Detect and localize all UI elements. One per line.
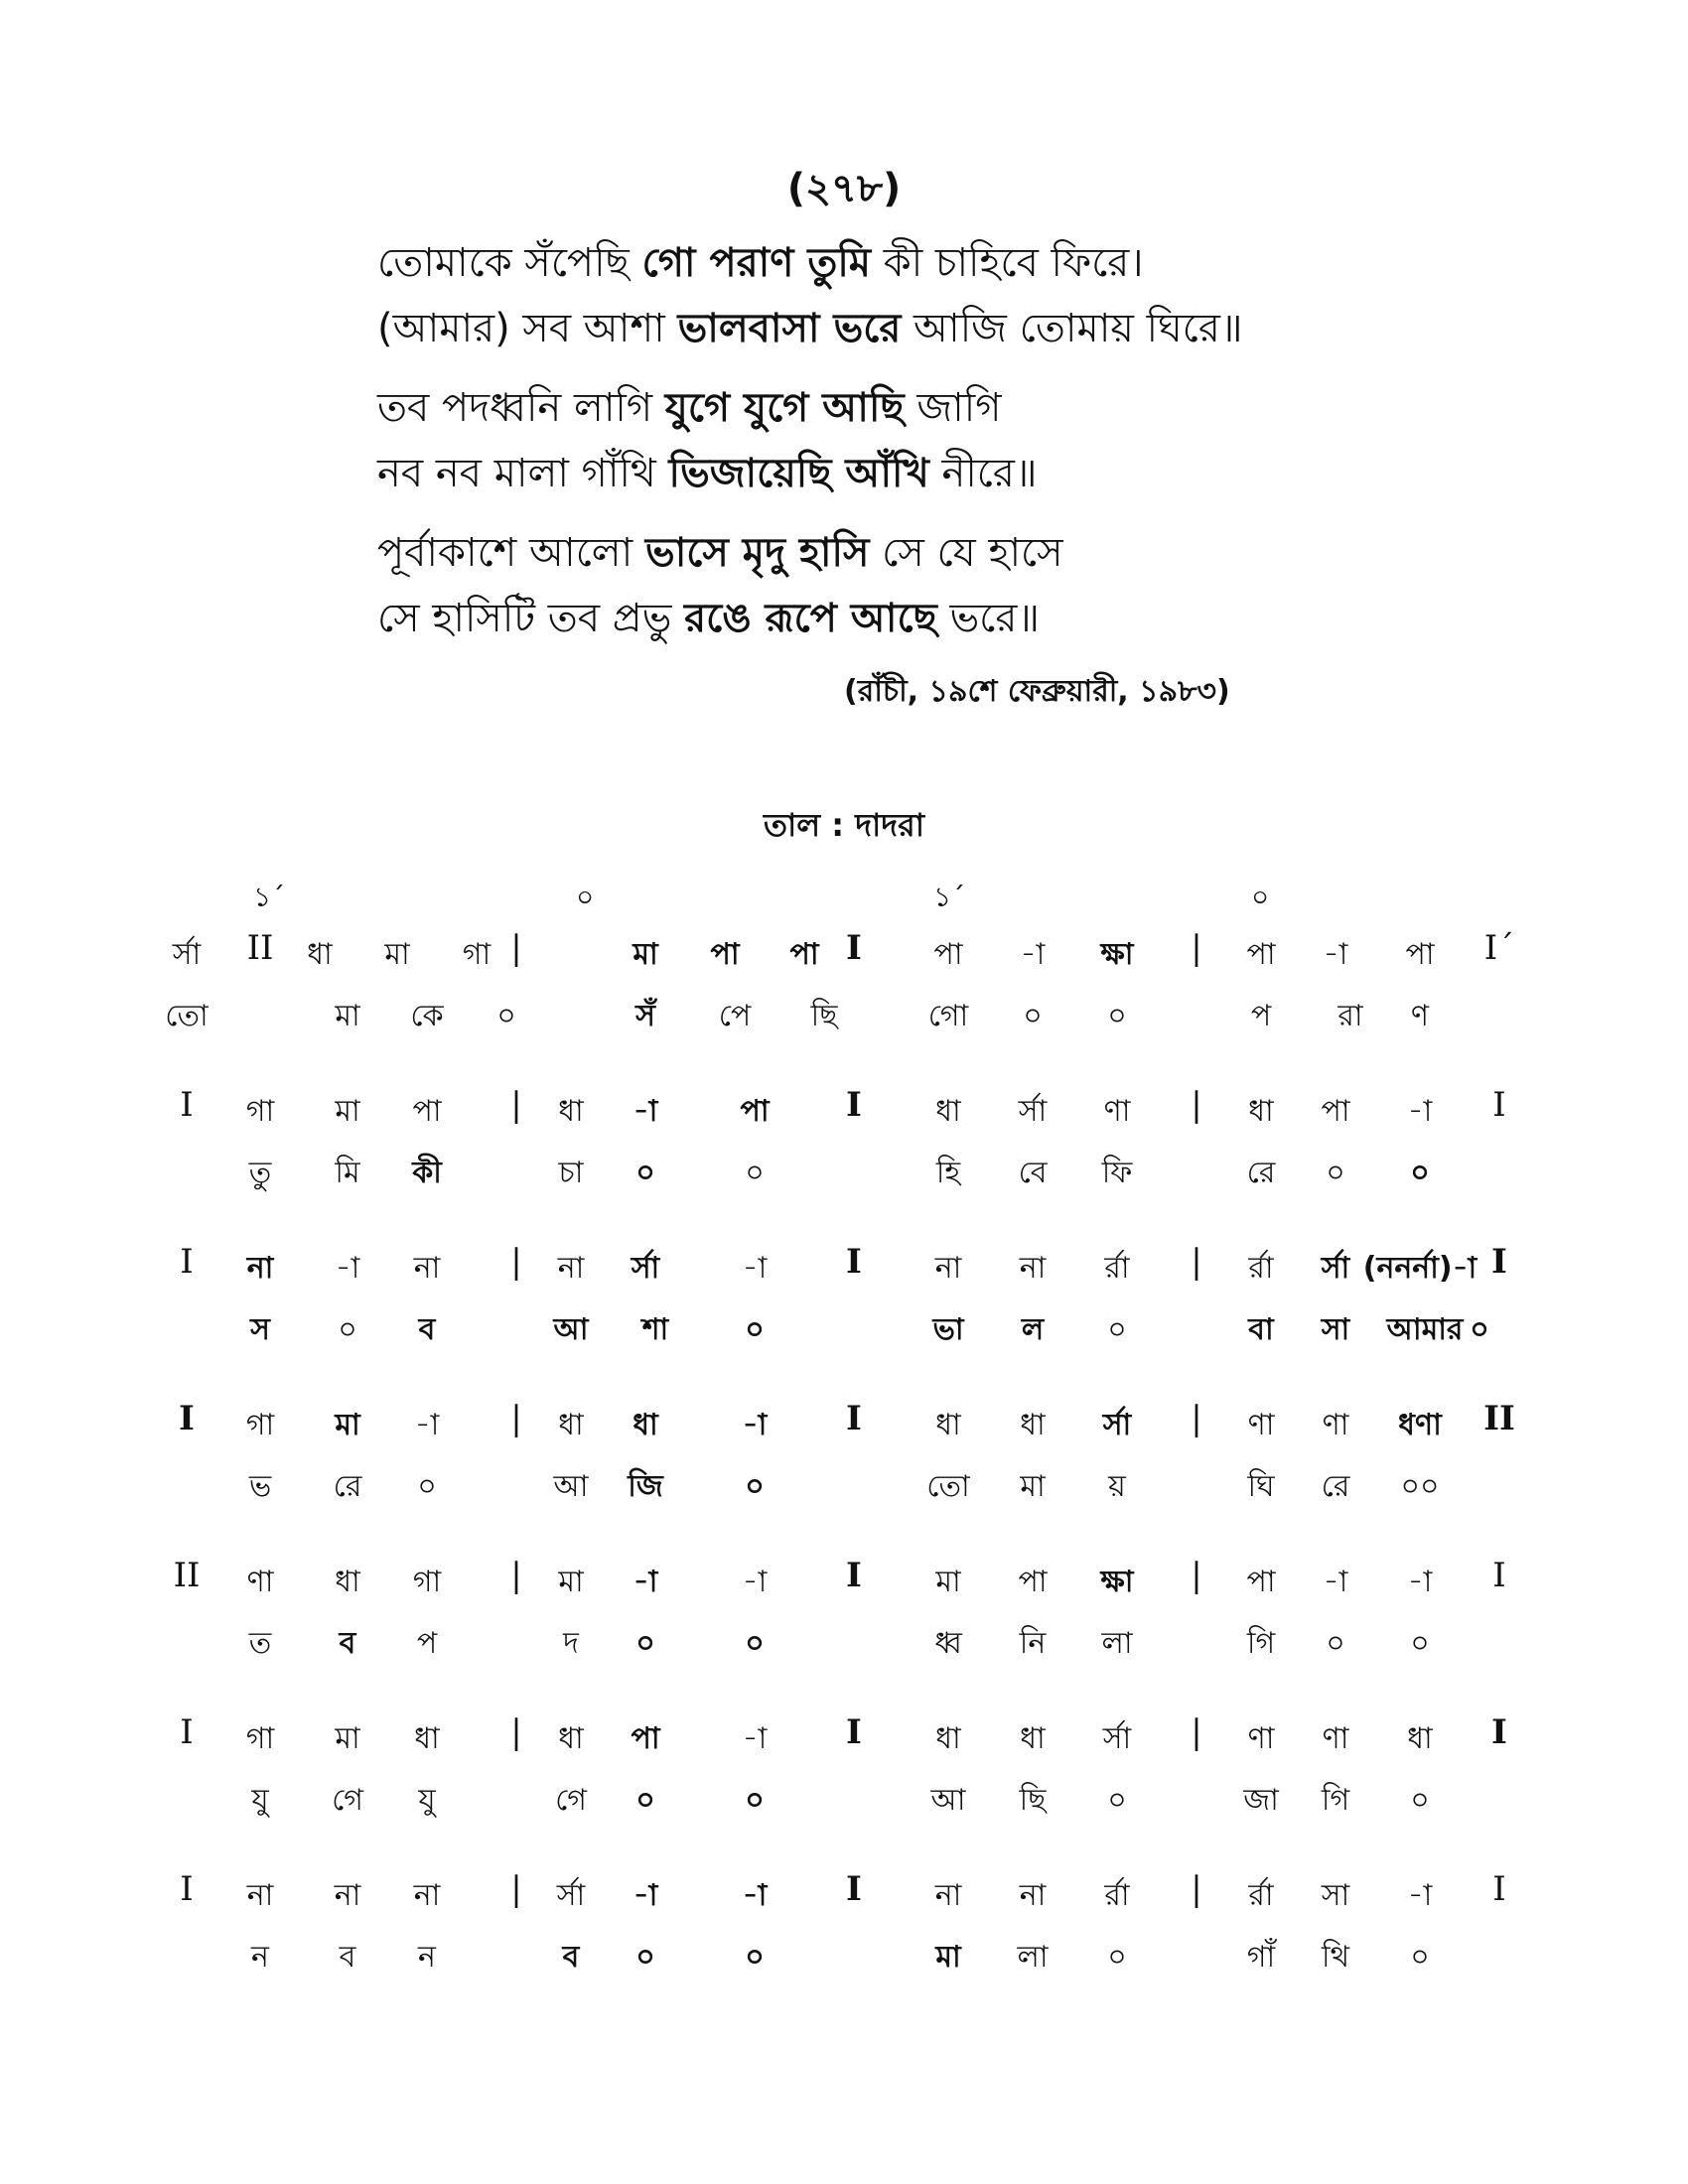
bar-line: I bbox=[180, 1242, 194, 1282]
bar-line: | bbox=[1191, 1399, 1202, 1438]
notation-row bbox=[0, 1242, 1688, 1399]
bar-line: I bbox=[846, 1399, 862, 1438]
swara-note: গা bbox=[462, 937, 492, 972]
page-number: (২৭৮) bbox=[786, 166, 902, 211]
swara-note: ক্ষা bbox=[1100, 937, 1134, 972]
swara-note: মা bbox=[558, 1565, 584, 1599]
swara-note: না bbox=[1019, 1878, 1047, 1913]
lyric-syllable: মা bbox=[1020, 1469, 1046, 1504]
swara-note: পা bbox=[412, 1094, 442, 1129]
swara-note: ধা bbox=[558, 1721, 584, 1756]
swara-note: না bbox=[246, 1878, 274, 1913]
lyric-syllable: ০ bbox=[745, 1156, 765, 1190]
swara-note: -া bbox=[1323, 1565, 1348, 1599]
lyric-syllable: ণ bbox=[1410, 999, 1430, 1033]
notation-row bbox=[0, 1085, 1688, 1242]
lyric-syllable: ০ bbox=[745, 1626, 765, 1661]
swara-note: ণা bbox=[1322, 1408, 1349, 1442]
lyric-segment: ভালবাসা ভরে bbox=[677, 306, 902, 351]
lyric-syllable: গি bbox=[1321, 1783, 1350, 1818]
notation-row bbox=[0, 1556, 1688, 1712]
lyric-syllable: মা bbox=[935, 1940, 961, 1975]
bar-line: | bbox=[1191, 928, 1202, 968]
lyric-syllable: ০ bbox=[1107, 1783, 1127, 1818]
swara-note: ক্ষা bbox=[1100, 1565, 1134, 1599]
lyric-syllable: শা bbox=[641, 1312, 669, 1347]
lyric-syllable: লা bbox=[1017, 1940, 1049, 1975]
lyric-line bbox=[377, 520, 1370, 586]
lyric-syllable: জা bbox=[1243, 1783, 1279, 1818]
bar-line: | bbox=[510, 1085, 522, 1125]
lyric-syllable: রে bbox=[1246, 1156, 1276, 1190]
lyric-syllable: ব bbox=[339, 1626, 356, 1661]
swara-note: না bbox=[934, 1251, 962, 1286]
lyric-syllable: প bbox=[1250, 999, 1272, 1033]
bar-line: I bbox=[846, 1242, 862, 1282]
bar-line: | bbox=[1191, 1085, 1202, 1125]
lyric-syllable: ০ bbox=[1410, 1783, 1430, 1818]
swara-note: -া bbox=[742, 1878, 768, 1913]
lyric-syllable: ০ bbox=[338, 1312, 357, 1347]
swara-note: মা bbox=[633, 937, 658, 972]
lyric-line bbox=[377, 441, 1370, 506]
swara-note: পা bbox=[933, 937, 963, 972]
lyric-syllable: ঘি bbox=[1247, 1469, 1275, 1504]
lyric-syllable: থি bbox=[1321, 1940, 1350, 1975]
swara-note: না bbox=[246, 1251, 274, 1286]
lyric-syllable: স bbox=[250, 1312, 270, 1347]
bar-line: I bbox=[846, 1712, 862, 1752]
lyric-syllable: কে bbox=[410, 999, 444, 1033]
lyric-syllable: বে bbox=[1018, 1156, 1048, 1190]
lyric-syllable: ব bbox=[418, 1312, 436, 1347]
swara-note: গা bbox=[245, 1721, 275, 1756]
swara-note: না bbox=[934, 1878, 962, 1913]
swara-note: ধা bbox=[307, 937, 333, 972]
lyric-syllable: ০ bbox=[745, 1940, 765, 1975]
bar-line: | bbox=[510, 1869, 522, 1909]
swara-note: -া bbox=[633, 1094, 658, 1129]
swara-note: ধা bbox=[414, 1721, 440, 1756]
lyric-line bbox=[377, 296, 1370, 361]
lyric-syllable: জি bbox=[628, 1469, 663, 1504]
lyric-syllable: লা bbox=[1101, 1626, 1133, 1661]
swara-note: না bbox=[334, 1878, 361, 1913]
lyric-syllable: ০ bbox=[417, 1469, 437, 1504]
bar-line: I bbox=[846, 1556, 862, 1595]
swara-note: র্সা bbox=[556, 1878, 586, 1913]
lyric-syllable: যু bbox=[418, 1783, 436, 1818]
lyric-line bbox=[377, 375, 1370, 441]
bar-line: | bbox=[1191, 1556, 1202, 1595]
swara-note: -া bbox=[1323, 937, 1348, 972]
lyric-segment: ভরে॥ bbox=[936, 596, 1040, 641]
composition-date-place: (রাঁচী, ১৯শে ফেব্রুয়ারী, ১৯৮৩) bbox=[844, 674, 1230, 709]
swara-note: ধা bbox=[935, 1408, 961, 1442]
stanza bbox=[377, 230, 1370, 361]
bar-line: II bbox=[173, 1556, 201, 1595]
lyric-syllable: সা bbox=[1321, 1312, 1350, 1347]
lyric-syllable: ল bbox=[1021, 1312, 1045, 1347]
lyric-syllable: ভ bbox=[248, 1469, 272, 1504]
swara-note: গা bbox=[412, 1565, 442, 1599]
bar-line: | bbox=[510, 928, 522, 968]
lyric-line bbox=[377, 586, 1370, 651]
lyric-syllable: ছি bbox=[1019, 1783, 1047, 1818]
bar-line: | bbox=[1191, 1869, 1202, 1909]
swara-note: পা bbox=[740, 1094, 770, 1129]
swara-note: -া bbox=[335, 1251, 360, 1286]
swara-note: পা bbox=[1246, 937, 1276, 972]
lyric-syllable: ফি bbox=[1101, 1156, 1133, 1190]
swara-note: ণা bbox=[1322, 1721, 1349, 1756]
lyric-syllable: নি bbox=[1019, 1626, 1047, 1661]
swara-note: পা bbox=[789, 937, 819, 972]
lyric-segment: আজি তোমায় ঘিরে॥ bbox=[901, 306, 1243, 351]
lyric-syllable: ০ bbox=[635, 1783, 655, 1818]
bar-line: II bbox=[1483, 1399, 1515, 1438]
bar-line: | bbox=[1191, 1242, 1202, 1282]
lyric-syllable: মি bbox=[335, 1156, 360, 1190]
lyric-segment: সে যে হাসে bbox=[869, 530, 1063, 576]
swara-note: পা bbox=[631, 1721, 660, 1756]
lyric-syllable: মা bbox=[335, 999, 360, 1033]
swara-note: ণা bbox=[1247, 1408, 1275, 1442]
lyric-syllable: ০ bbox=[1326, 1156, 1345, 1190]
swara-note: ধা bbox=[1020, 1721, 1046, 1756]
lyric-syllable: ০ bbox=[496, 999, 516, 1033]
swara-note: র্সা bbox=[631, 1251, 660, 1286]
lyric-syllable: ০ bbox=[1107, 1312, 1127, 1347]
swara-note: -া bbox=[414, 1408, 440, 1442]
swara-note: র্সা bbox=[1321, 1251, 1350, 1286]
lyric-syllable: আ bbox=[553, 1469, 589, 1504]
lyric-syllable: গে bbox=[555, 1783, 587, 1818]
lyric-syllable: ০ bbox=[1107, 999, 1127, 1033]
lyric-syllable: যু bbox=[251, 1783, 269, 1818]
swara-note: ধা bbox=[1407, 1721, 1433, 1756]
lyric-syllable: ০ bbox=[1326, 1626, 1345, 1661]
bar-line: | bbox=[510, 1399, 522, 1438]
lyric-segment: তোমাকে সঁপেছি bbox=[377, 240, 642, 286]
swara-note: মা bbox=[335, 1094, 360, 1129]
song-lyrics bbox=[377, 230, 1370, 665]
lyric-syllable: ন bbox=[418, 1940, 436, 1975]
lyric-segment: ভিজায়েছি আঁখি bbox=[668, 451, 929, 496]
lyric-syllable: ০ bbox=[745, 1469, 765, 1504]
swara-note: সা bbox=[1321, 1878, 1350, 1913]
lyric-segment: কী চাহিবে ফিরে। bbox=[871, 240, 1144, 286]
swara-note: মা bbox=[384, 937, 410, 972]
lyric-syllable: ০ bbox=[1410, 1940, 1430, 1975]
lyric-syllable: তু bbox=[248, 1156, 272, 1190]
bar-line: I bbox=[179, 1399, 195, 1438]
swaralipi-notation bbox=[0, 928, 1688, 2026]
swara-note: পা bbox=[1321, 1094, 1350, 1129]
bar-line: I bbox=[846, 928, 862, 968]
taal-heading: তাল : দাদরা bbox=[764, 806, 924, 844]
swara-note: -া bbox=[742, 1408, 768, 1442]
swara-note: -া bbox=[633, 1565, 658, 1599]
stanza bbox=[377, 375, 1370, 506]
swara-note: ধা bbox=[935, 1721, 961, 1756]
bar-line: I´ bbox=[1483, 928, 1515, 968]
bar-line: I bbox=[1492, 1085, 1506, 1125]
lyric-syllable: আ bbox=[930, 1783, 966, 1818]
lyric-syllable: আমার bbox=[1386, 1312, 1464, 1347]
lyric-syllable: ন bbox=[251, 1940, 269, 1975]
lyric-segment: যুগে যুগে আছি bbox=[664, 385, 905, 431]
beat-marker: ০ bbox=[576, 881, 595, 913]
lyric-syllable: ত bbox=[248, 1626, 272, 1661]
lyric-syllable: রে bbox=[1321, 1469, 1350, 1504]
bar-line: I bbox=[1492, 1556, 1506, 1595]
lyric-segment: নীরে॥ bbox=[928, 451, 1038, 496]
swara-note: না bbox=[413, 1878, 441, 1913]
lyric-syllable: রা bbox=[1337, 999, 1363, 1033]
lyric-syllable: গাঁ bbox=[1246, 1940, 1276, 1975]
swara-note: র্সা bbox=[172, 937, 202, 972]
lyric-syllable: ০ bbox=[1023, 999, 1043, 1033]
lyric-syllable: ০ bbox=[1410, 1626, 1430, 1661]
lyric-segment: গো পরাণ তুমি bbox=[641, 240, 871, 286]
lyric-syllable: তো bbox=[926, 1469, 970, 1504]
swara-note: ধণা bbox=[1398, 1408, 1442, 1442]
lyric-syllable: গো bbox=[927, 999, 969, 1033]
swara-note: না bbox=[1019, 1251, 1047, 1286]
bar-line: | bbox=[1191, 1712, 1202, 1752]
bar-line: I bbox=[180, 1712, 194, 1752]
bar-line: I bbox=[180, 1085, 194, 1125]
notation-row bbox=[0, 928, 1688, 1085]
lyric-segment: তব পদধ্বনি লাগি bbox=[377, 385, 665, 431]
swara-note: র্রা bbox=[1248, 1251, 1274, 1286]
swara-note: ধা bbox=[558, 1408, 584, 1442]
swara-note: -া bbox=[1407, 1878, 1433, 1913]
swara-note: ধা bbox=[1248, 1094, 1274, 1129]
bar-line: | bbox=[510, 1556, 522, 1595]
swara-note: র্সা bbox=[1102, 1721, 1132, 1756]
lyric-syllable: গে bbox=[332, 1783, 363, 1818]
lyric-syllable: ব bbox=[562, 1940, 580, 1975]
lyric-syllable: বা bbox=[1248, 1312, 1274, 1347]
swara-note: ধা bbox=[335, 1565, 360, 1599]
lyric-syllable: ০ bbox=[745, 1783, 765, 1818]
bar-line: I bbox=[1491, 1712, 1507, 1752]
bar-line: I bbox=[846, 1085, 862, 1125]
swara-note: র্রা bbox=[1104, 1251, 1130, 1286]
swara-note: ধা bbox=[935, 1094, 961, 1129]
swara-note: র্সা bbox=[1018, 1094, 1048, 1129]
lyric-syllable: পে bbox=[718, 999, 752, 1033]
lyric-syllable: তো bbox=[165, 999, 209, 1033]
lyric-syllable: ০ bbox=[1470, 1312, 1489, 1347]
bar-line: I bbox=[1491, 1242, 1507, 1282]
bar-line: II bbox=[246, 928, 274, 968]
lyric-syllable: ব bbox=[339, 1940, 356, 1975]
swara-note: ণা bbox=[1103, 1094, 1131, 1129]
lyric-syllable: ভা bbox=[932, 1312, 964, 1347]
lyric-segment: নব নব মালা গাঁথি bbox=[377, 451, 669, 496]
bar-line: | bbox=[510, 1242, 522, 1282]
swara-note: পা bbox=[710, 937, 740, 972]
lyric-syllable: ০ bbox=[635, 1626, 655, 1661]
swara-note: র্সা bbox=[1102, 1408, 1132, 1442]
swara-note: মা bbox=[335, 1721, 360, 1756]
lyric-syllable: দ bbox=[563, 1626, 579, 1661]
lyric-syllable: চা bbox=[558, 1156, 584, 1190]
lyric-syllable: আ bbox=[553, 1312, 589, 1347]
notation-row bbox=[0, 1712, 1688, 1869]
lyric-syllable: রে bbox=[333, 1469, 362, 1504]
swara-note: (ননর্না)-া bbox=[1362, 1251, 1477, 1286]
lyric-segment: সে হাসিটি তব প্রভু bbox=[377, 596, 685, 641]
bar-line: I bbox=[1492, 1869, 1506, 1909]
swara-note: -া bbox=[742, 1721, 768, 1756]
swara-note: ধা bbox=[1020, 1408, 1046, 1442]
swara-note: -া bbox=[633, 1878, 658, 1913]
swara-note: না bbox=[413, 1251, 441, 1286]
lyric-syllable: ০ bbox=[635, 1156, 655, 1190]
beat-markers bbox=[0, 876, 1688, 915]
swara-note: র্রা bbox=[1248, 1878, 1274, 1913]
lyric-syllable: ধ্ব bbox=[934, 1626, 962, 1661]
stanza bbox=[377, 520, 1370, 651]
notation-row bbox=[0, 1399, 1688, 1556]
swara-note: -া bbox=[1407, 1565, 1433, 1599]
lyric-syllable: হি bbox=[935, 1156, 961, 1190]
swara-note: মা bbox=[335, 1408, 360, 1442]
lyric-syllable: কী bbox=[412, 1156, 442, 1190]
bar-line: I bbox=[846, 1869, 862, 1909]
beat-marker: ০ bbox=[1251, 881, 1270, 913]
lyric-syllable: ০০ bbox=[1400, 1469, 1440, 1504]
swara-note: র্রা bbox=[1104, 1878, 1130, 1913]
lyric-syllable: ০ bbox=[745, 1312, 765, 1347]
lyric-syllable: ০ bbox=[635, 1940, 655, 1975]
swara-note: -া bbox=[742, 1251, 768, 1286]
lyric-syllable: য় bbox=[1108, 1469, 1126, 1504]
swara-note: পা bbox=[1246, 1565, 1276, 1599]
lyric-segment: পূর্বাকাশে আলো bbox=[377, 530, 645, 576]
notation-row bbox=[0, 1869, 1688, 2026]
swara-note: -া bbox=[742, 1565, 768, 1599]
lyric-segment: (আমার) সব আশা bbox=[377, 306, 678, 351]
swara-note: ধা bbox=[633, 1408, 658, 1442]
lyric-segment: জাগি bbox=[904, 385, 1002, 431]
lyric-segment: রঙে রূপে আছে bbox=[684, 596, 937, 641]
lyric-syllable: সঁ bbox=[635, 999, 655, 1033]
swara-note: গা bbox=[245, 1408, 275, 1442]
lyric-syllable: ০ bbox=[1107, 1940, 1127, 1975]
beat-marker: ১´ bbox=[933, 881, 966, 913]
swara-note: ণা bbox=[246, 1565, 274, 1599]
swara-note: পা bbox=[1405, 937, 1435, 972]
lyric-segment: ভাসে মৃদু হাসি bbox=[644, 530, 870, 576]
lyric-syllable: ০ bbox=[1410, 1156, 1430, 1190]
lyric-line bbox=[377, 230, 1370, 296]
lyric-syllable: ছি bbox=[810, 999, 838, 1033]
swara-note: -া bbox=[1020, 937, 1046, 972]
lyric-syllable: গি bbox=[1246, 1626, 1276, 1661]
swara-note: ণা bbox=[1247, 1721, 1275, 1756]
swara-note: পা bbox=[1018, 1565, 1048, 1599]
bar-line: I bbox=[180, 1869, 194, 1909]
bar-line: | bbox=[510, 1712, 522, 1752]
swara-note: ধা bbox=[558, 1094, 584, 1129]
beat-marker: ১´ bbox=[253, 881, 286, 913]
lyric-syllable: প bbox=[416, 1626, 438, 1661]
swara-note: -া bbox=[1407, 1094, 1433, 1129]
swara-note: না bbox=[557, 1251, 585, 1286]
swara-note: গা bbox=[245, 1094, 275, 1129]
swara-note: মা bbox=[935, 1565, 961, 1599]
